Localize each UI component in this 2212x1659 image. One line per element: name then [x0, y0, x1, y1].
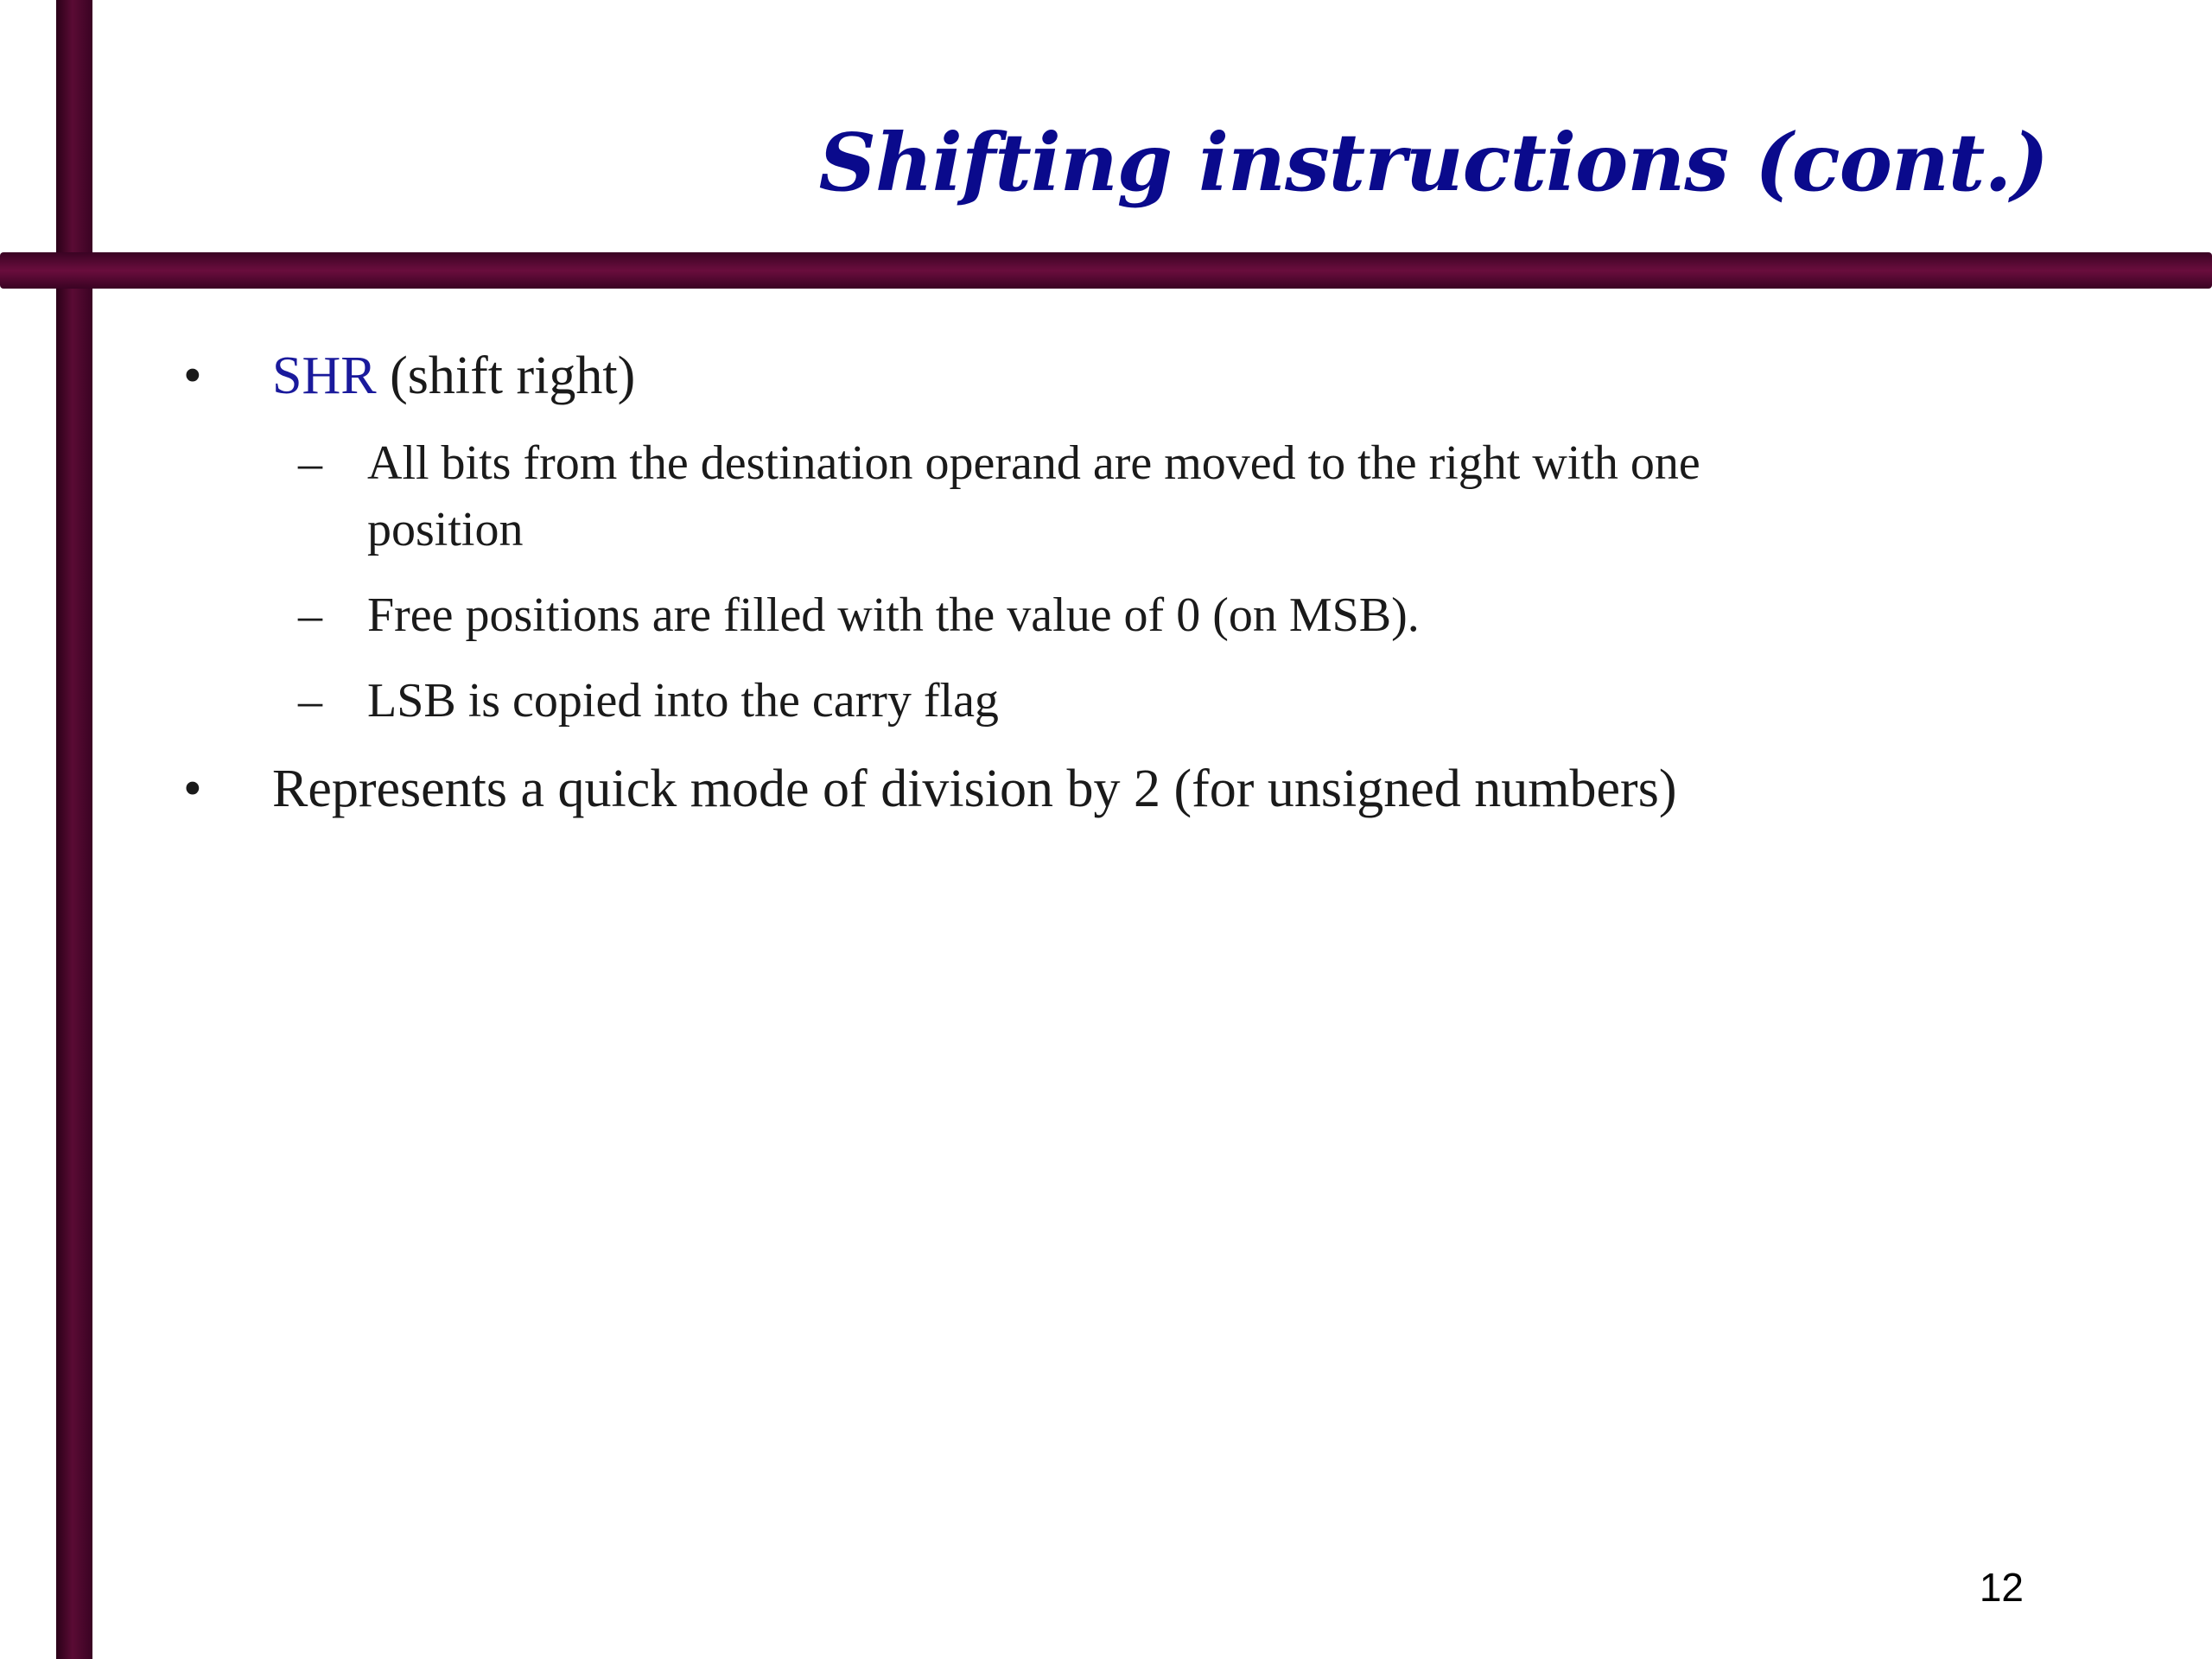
vertical-accent-bar	[56, 0, 92, 1659]
page-number: 12	[1979, 1565, 2024, 1610]
subitem-text: All bits from the destination operand are moved to the right with one position	[367, 435, 1700, 556]
subitem-moved-right	[181, 430, 1866, 564]
slide-content	[181, 341, 2082, 842]
subitem-lsb-carry	[181, 668, 1866, 734]
bullet-shr	[181, 341, 2082, 411]
keyword-shr: SHR	[272, 346, 377, 405]
bullet-text: (shift right)	[376, 346, 636, 405]
subitem-text: Free positions are filled with the value of 0 (on MSB).	[367, 588, 1420, 643]
dash-marker: –	[298, 674, 322, 728]
bullet-text: Represents a quick mode of division by 2 (for unsigned numbers)	[272, 759, 1677, 818]
dash-marker: –	[298, 435, 322, 490]
horizontal-accent-bar	[0, 252, 2212, 289]
slide-title: Shifting instructions (cont.)	[818, 116, 2048, 209]
dash-marker: –	[298, 588, 322, 643]
bullet-division	[181, 754, 2082, 824]
bullet-marker: •	[183, 759, 202, 818]
bullet-marker: •	[183, 346, 202, 405]
subitem-text: LSB is copied into the carry flag	[367, 674, 999, 728]
subitem-free-positions	[181, 582, 1866, 649]
